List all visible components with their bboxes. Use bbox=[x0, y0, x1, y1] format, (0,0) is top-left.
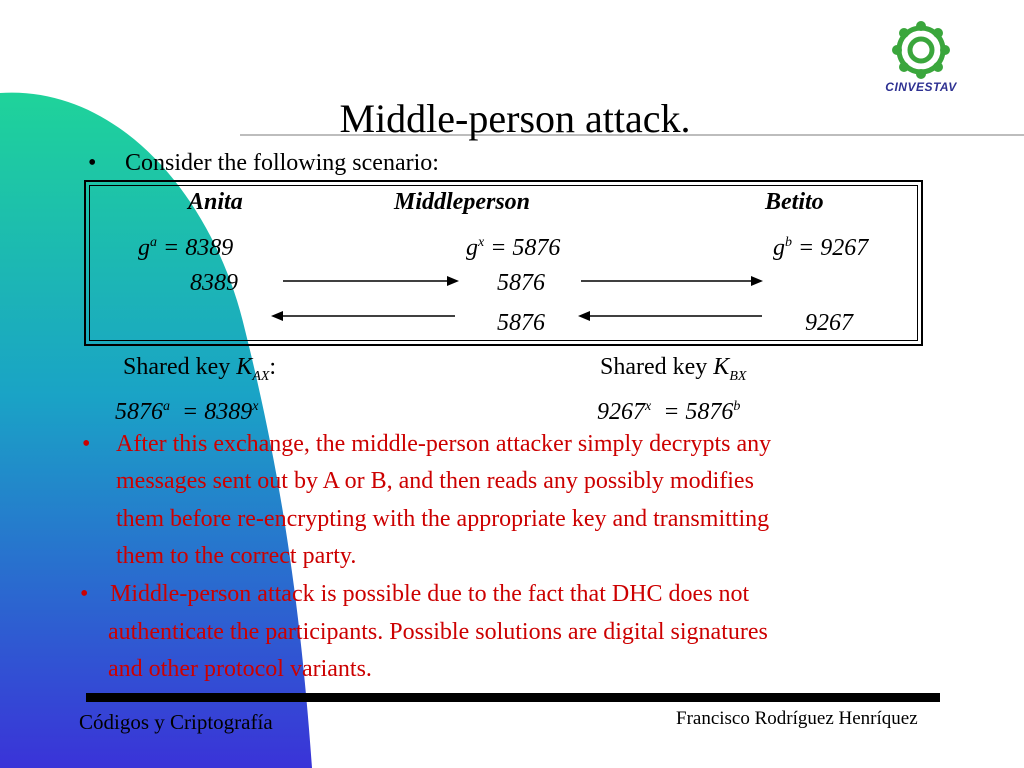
logo-text: CINVESTAV bbox=[885, 80, 957, 94]
bullet-1-marker: • bbox=[88, 150, 97, 176]
footer-bar bbox=[86, 693, 940, 702]
arrow-left-icon bbox=[578, 309, 762, 323]
bullet-1-text: Consider the following scenario: bbox=[125, 150, 439, 176]
bullet-3-line: and other protocol variants. bbox=[108, 656, 372, 682]
shared-key-bx-label: Shared key $K_{BX}$ bbox=[600, 354, 747, 384]
shared-key-bx-equation: $9267^x = 5876^b$ bbox=[597, 399, 741, 425]
bullet-2-line: them to the correct party. bbox=[116, 543, 357, 569]
anita-public-value: $g^a = 8389$ bbox=[138, 235, 234, 261]
bullet-2-line: them before re-encrypting with the appropriate key and transmitting bbox=[116, 506, 770, 532]
bullet-3-line: authenticate the participants. Possible solutions are digital signatures bbox=[108, 619, 768, 645]
arrow-right-icon bbox=[581, 274, 763, 288]
party-betito: Betito bbox=[765, 189, 824, 215]
footer-author: Francisco Rodríguez Henríquez bbox=[676, 708, 918, 729]
middle-public-value: $g^x = 5876$ bbox=[466, 235, 561, 261]
arrow-left-icon bbox=[271, 309, 455, 323]
bullet-2-line: After this exchange, the middle-person attacker simply decrypts any bbox=[116, 431, 772, 457]
arrow-right-icon bbox=[283, 274, 459, 288]
exchange-row1-left: 8389 bbox=[190, 270, 238, 296]
party-anita: Anita bbox=[188, 189, 243, 215]
bullet-2-marker: • bbox=[82, 431, 91, 457]
betito-public-value: $g^b = 9267$ bbox=[773, 235, 869, 261]
exchange-row2-right: 9267 bbox=[805, 310, 853, 336]
slide-title: Middle-person attack. bbox=[339, 96, 691, 141]
shared-key-ax-label: Shared key $K_{AX}$: bbox=[123, 354, 277, 384]
bullet-3-line: Middle-person attack is possible due to the fact that DHC does not bbox=[110, 581, 750, 607]
exchange-row2-mid: 5876 bbox=[497, 310, 545, 336]
shared-key-ax-equation: $5876^a = 8389^x$ bbox=[115, 399, 259, 425]
bullet-3-marker: • bbox=[80, 581, 89, 607]
party-middleperson: Middleperson bbox=[394, 189, 531, 215]
footer-course: Códigos y Criptografía bbox=[79, 710, 273, 734]
bullet-2-line: messages sent out by A or B, and then reads any possibly modifies bbox=[116, 468, 754, 494]
exchange-row1-mid: 5876 bbox=[497, 270, 545, 296]
